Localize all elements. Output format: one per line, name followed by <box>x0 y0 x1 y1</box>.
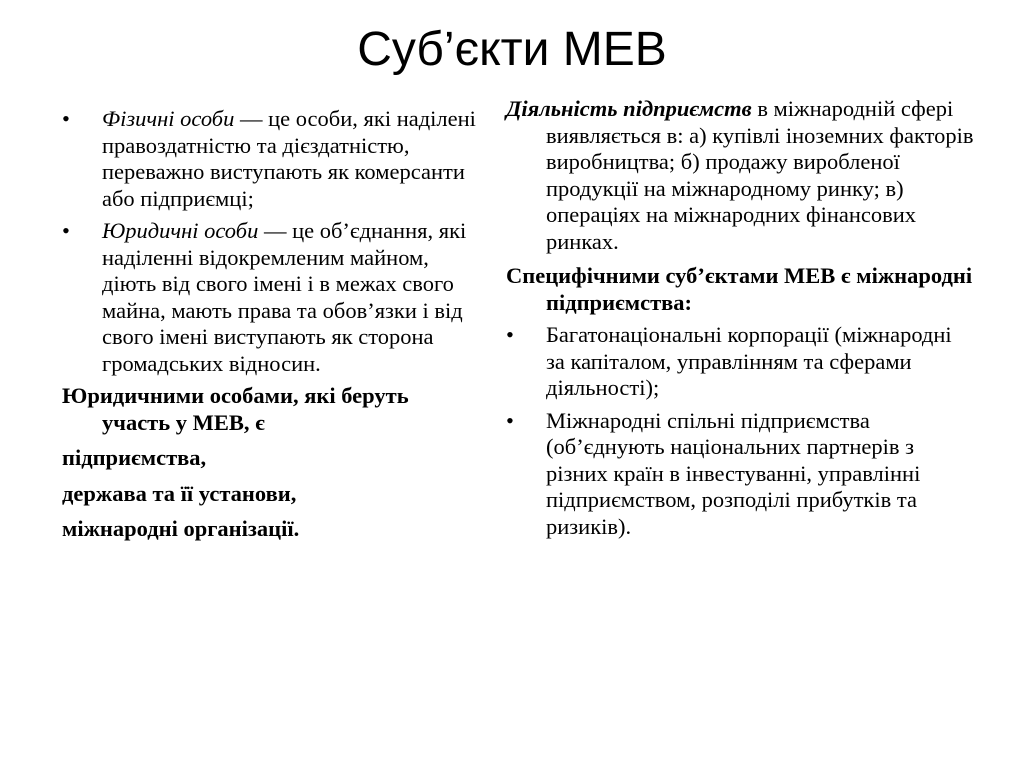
bullet-glyph: • <box>62 218 70 243</box>
specific-heading: Специфічними суб’єктами МЕВ є міжнародні підприємства: <box>506 263 973 315</box>
summary-item-enterprises: підприємства, <box>62 445 207 470</box>
bullet-joint-ventures-text: Міжнародні спільні підприємства (об’єднують національних партнерів з різних країн в інвестуванні, управлінні підприємством, розподілі прибутків та ризиків). <box>546 407 921 539</box>
activity-text: в міжнародній сфері виявляється в: а) купівлі іноземних факторів виробництва; б) продажу виробленої продукції на міжнародному ринку; в) операціях на міжнародних фінансових ринках. <box>546 96 974 254</box>
left-column <box>62 106 478 543</box>
slide-title: Суб’єкти МЕВ <box>357 23 667 76</box>
bullet-glyph: • <box>506 322 514 347</box>
bullet-glyph: • <box>506 407 514 433</box>
bullet-multinational <box>506 322 974 402</box>
bullet-glyph: • <box>62 106 70 131</box>
bullet-joint-ventures <box>506 408 974 541</box>
definition-individuals: — це особи, які наділені правоздатністю та дієздатністю, переважно виступають як комерсанти або підприємці; <box>102 106 476 211</box>
bullet-multinational-text: Багатонаціональні корпорації (міжнародні за капіталом, управлінням та сферами діяльності); <box>546 322 952 400</box>
summary-item-state: держава та її установи, <box>62 480 297 506</box>
term-legal-entities: Юридичні особи <box>102 218 259 243</box>
summary-item-international-orgs: міжнародні організації. <box>62 516 300 541</box>
term-individuals: Фізичні особи <box>102 106 235 131</box>
definition-legal-entities: — це об’єднання, які наділенні відокремленим майном, діють від свого імені і в межах свого майна, мають права та обов’язки і від свого імені виступають як сторона громадських відносин. <box>102 218 467 376</box>
activity-term: Діяльність підприємств <box>506 96 752 121</box>
activity-paragraph <box>506 96 974 255</box>
bullet-legal-entities <box>62 218 478 377</box>
summary-lead: Юридичними особами, які беруть участь у МЕВ, є <box>62 383 409 435</box>
bullet-individuals <box>62 106 478 212</box>
right-column <box>506 96 974 546</box>
